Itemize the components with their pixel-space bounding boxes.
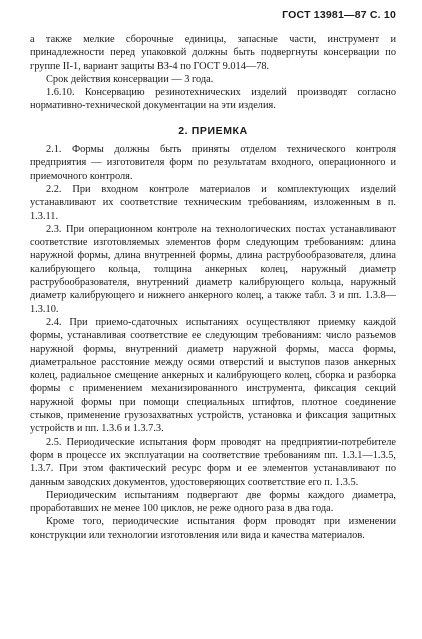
- paragraph-2-5: 2.5. Периодические испытания форм проводят на предприятии-потребителе форм в процессе их эксплуатации на соответствие требованиям пп. 1.3.1—1.3.5, 1.3.7. При этом фактический ресурс форм и ее элементов устанавливают по данным заводских документов, удостоверяющих соответствие его п. 1.3.5.: [30, 436, 396, 488]
- paragraph-conservation-term: Срок действия консервации — 3 года.: [46, 73, 214, 85]
- paragraph-2-1: 2.1. Формы должны быть приняты отделом технического контроля предприятия — изготовителя форм по результатам входного, операционного и приемочного контроля.: [30, 144, 396, 182]
- document-body: [30, 33, 396, 542]
- paragraph-2-3: 2.3. При операционном контроле на технологических постах устанавливают соответствие изготовляемых элементов форм следующим требованиям: длина наружной формы, длина внутренней формы, длина раструбообразователя, длина калибрующего кольца, толщина анкерных колец, наружный диаметр раструбообразователя, внутренний диаметр калибрующего кольца, наружный диаметр калибрующего и нижнего анкерного колец, а также табл. 3 и пп. 1.3.8—1.3.10.: [30, 223, 396, 315]
- paragraph-2-4: 2.4. При приемо-сдаточных испытаниях осуществляют приемку каждой формы, устанавливая соответствие ее следующим требованиям: число разъемов наружной формы, внутренний диаметр наружной формы, масса формы, диаметральное расстояние между осями отверстий и выступов пазов анкерных колец, радиальное смещение анкерных и калибрующего колец, сборка и разборка формы с применением механизированного инструмента, фиксация секций наружной формы при помощи специальных штифтов, плотное соединение стыков, применение грузозахватных устройств, установка и фиксация защитных устройств и пп. 1.3.6 и 1.3.7.3.: [30, 316, 396, 435]
- paragraph-moreover: Кроме того, периодические испытания форм проводят при изменении конструкции или технологии изготовления или вида и качества материалов.: [30, 516, 396, 541]
- paragraph-periodic-two-forms: Периодическим испытаниям подвергают две формы каждого диаметра, проработавших не менее 100 циклов, не реже одного раза в два года.: [30, 489, 396, 515]
- paragraph-continuation: а также мелкие сборочные единицы, запасные части, инструмент и принадлежности перед упаковкой должны быть подвергнуты консервации по группе II-1, вариант защиты ВЗ-4 по ГОСТ 9.014—78.: [30, 34, 396, 72]
- paragraph-1-6-10: 1.6.10. Консервацию резинотехнических изделий производят согласно нормативно-технической документации на эти изделия.: [30, 87, 396, 112]
- page-header: ГОСТ 13981—87 С. 10: [282, 9, 396, 21]
- paragraph-2-2: 2.2. При входном контроле материалов и комплектующих изделий устанавливают их соответствие техническим требованиям, изложенным в п. 1.3.11.: [30, 183, 396, 222]
- section-title: 2. ПРИЕМКА: [178, 124, 248, 137]
